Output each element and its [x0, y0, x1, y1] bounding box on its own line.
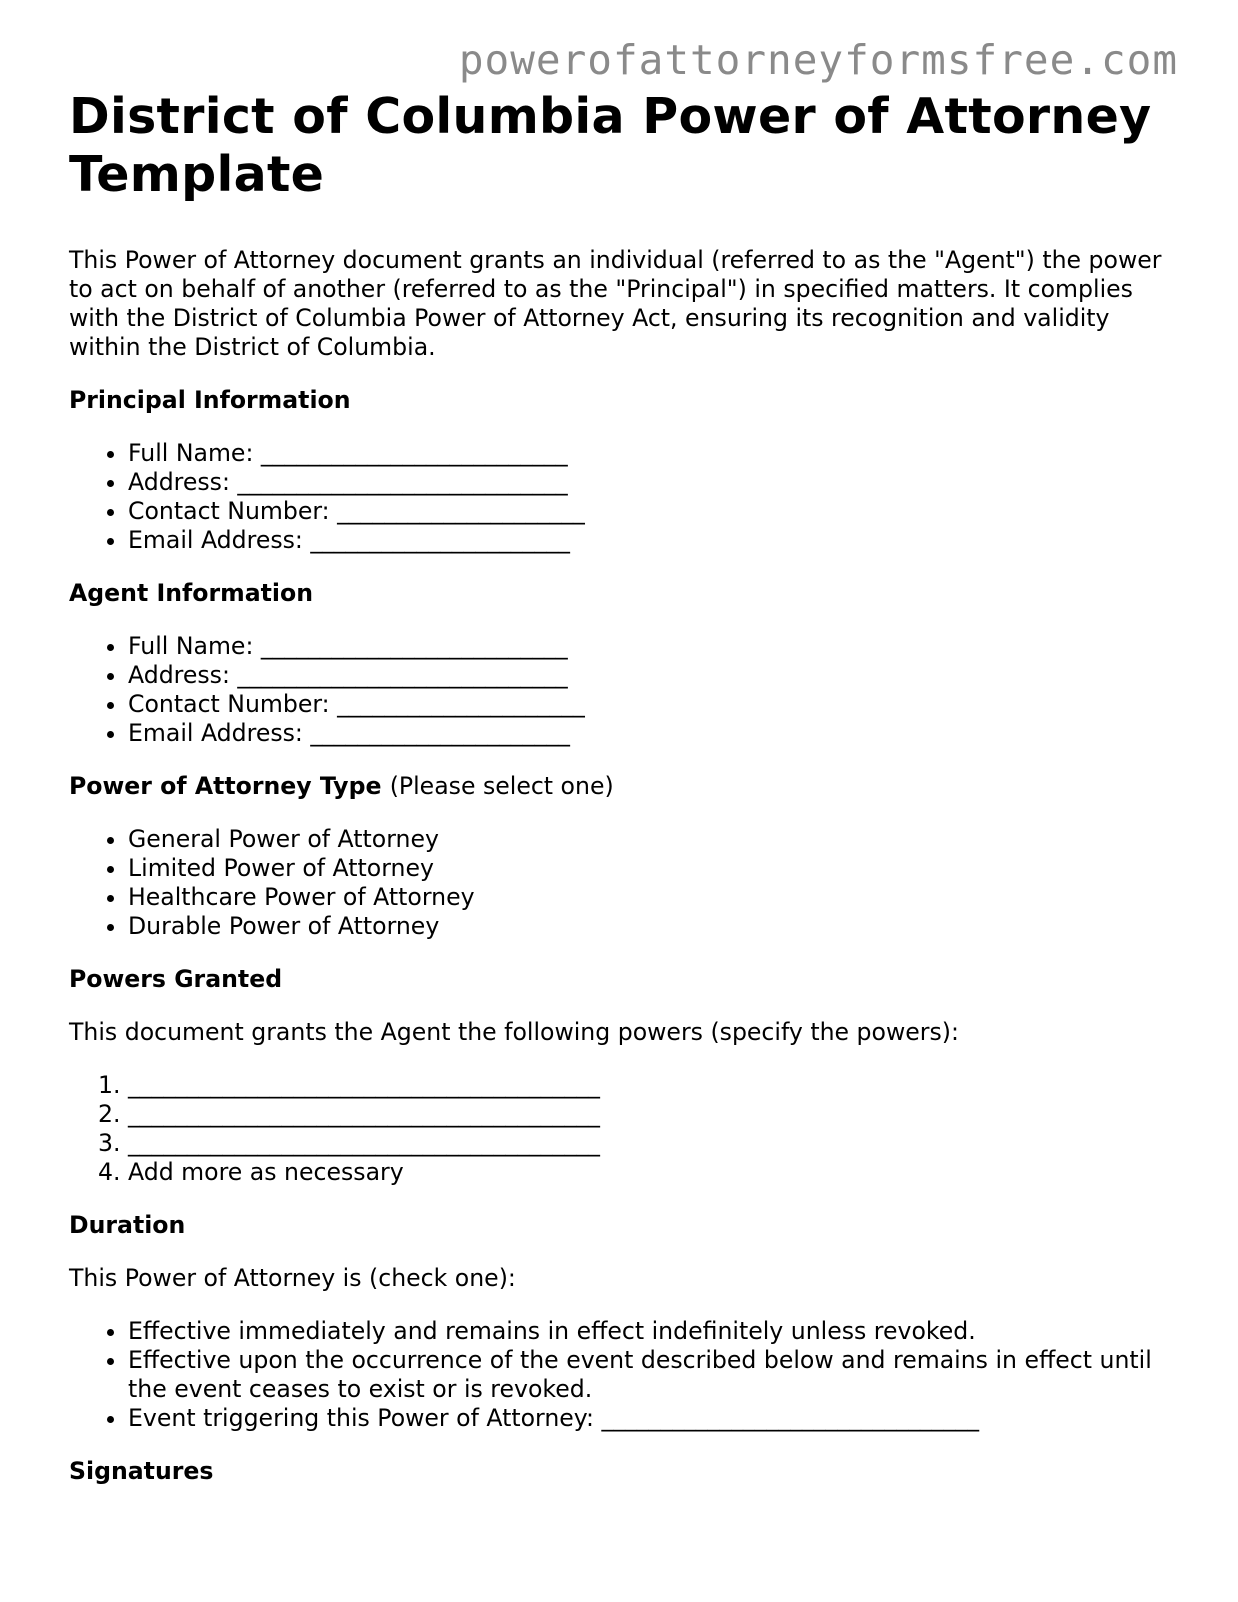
agent-email-field: • Email Address: ______________________ — [128, 719, 1179, 748]
document-body — [69, 88, 1179, 1486]
principal-address-field: • Address: ____________________________ — [128, 468, 1179, 497]
agent-fields-list — [69, 632, 1179, 748]
powers-description: This document grants the Agent the following powers (specify the powers): — [69, 1018, 959, 1046]
agent-contact-number-field: • Contact Number: _____________________ — [128, 690, 1179, 719]
poa-type-note: (Please select one) — [389, 772, 614, 800]
intro-paragraph: This Power of Attorney document grants an individual (referred to as the "Agent") the power to act on behalf of another (referred to as the "Principal") in specified matters. It complies with the District of Columbia Power of Attorney Act, ensuring its recognition and validity within the District of Columbia. — [69, 246, 1162, 361]
poa-type-options-list — [69, 825, 1179, 941]
duration-option-upon-event: • Effective upon the occurrence of the event described below and remains in effect until the event ceases to exist or is revoked. — [128, 1346, 1179, 1404]
document-title: District of Columbia Power of Attorney Template — [69, 88, 1152, 203]
poa-type-option-durable: • Durable Power of Attorney — [128, 912, 1179, 941]
poa-type-option-limited: • Limited Power of Attorney — [128, 854, 1179, 883]
poa-type-heading: Power of Attorney Type — [69, 772, 382, 800]
poa-type-option-general: • General Power of Attorney — [128, 825, 1179, 854]
agent-heading: Agent Information — [69, 579, 314, 607]
duration-options-list — [69, 1317, 1179, 1433]
duration-heading: Duration — [69, 1211, 186, 1239]
power-item-blank: 3. ________________________________________ — [128, 1129, 1179, 1158]
duration-triggering-event-field: • Event triggering this Power of Attorney: ________________________________ — [128, 1404, 1179, 1433]
powers-heading: Powers Granted — [69, 965, 283, 993]
principal-contact-number-field: • Contact Number: _____________________ — [128, 497, 1179, 526]
duration-description: This Power of Attorney is (check one): — [69, 1264, 516, 1292]
agent-full-name-field: • Full Name: __________________________ — [128, 632, 1179, 661]
poa-type-heading-row — [69, 772, 1179, 801]
power-item-add-more: 4. Add more as necessary — [128, 1158, 1179, 1187]
poa-type-option-healthcare: • Healthcare Power of Attorney — [128, 883, 1179, 912]
principal-full-name-field: • Full Name: __________________________ — [128, 439, 1179, 468]
principal-email-field: • Email Address: ______________________ — [128, 526, 1179, 555]
power-item-blank: 2. ________________________________________ — [128, 1100, 1179, 1129]
agent-address-field: • Address: ____________________________ — [128, 661, 1179, 690]
site-watermark: powerofattorneyformsfree.com — [458, 36, 1178, 84]
principal-heading: Principal Information — [69, 386, 351, 414]
signatures-heading: Signatures — [69, 1457, 214, 1485]
powers-list — [69, 1071, 1179, 1187]
duration-option-immediate: • Effective immediately and remains in effect indefinitely unless revoked. — [128, 1317, 1179, 1346]
principal-fields-list — [69, 439, 1179, 555]
power-item-blank: 1. ________________________________________ — [128, 1071, 1179, 1100]
